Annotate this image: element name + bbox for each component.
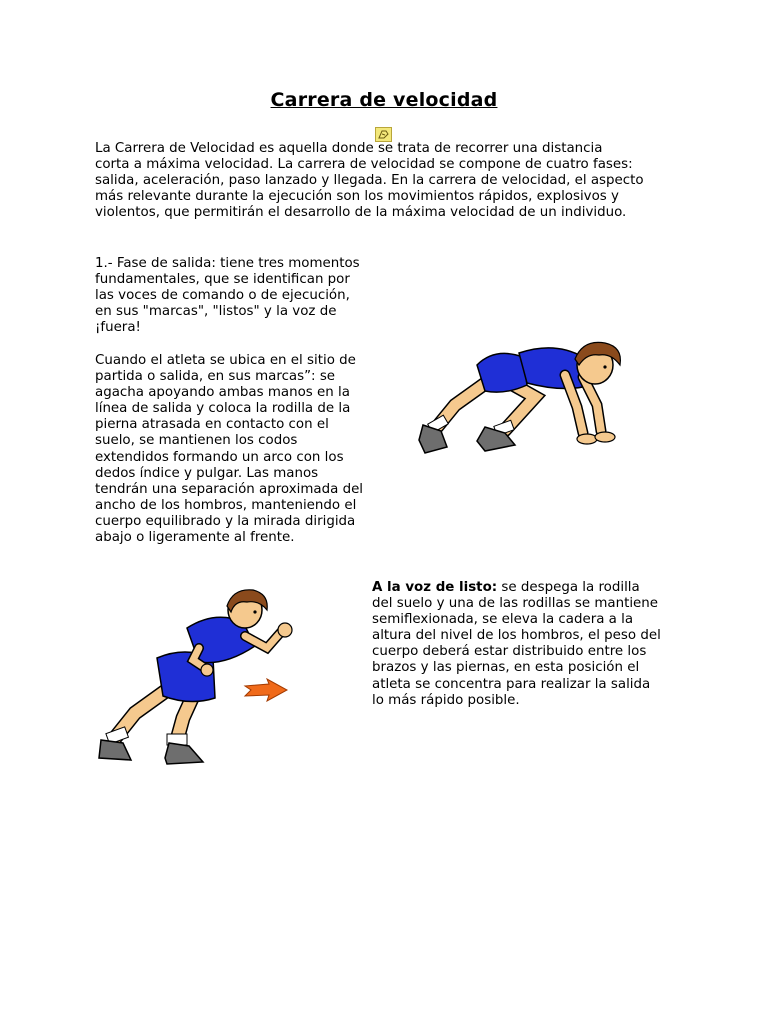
marks-paragraph: Cuando el atleta se ubica en el sitio de partida o salida, en sus marcas”: se agacha apoyando ambas manos en la línea de salida y coloca la rodilla de la pierna atrasada en contacto con el suelo, se mantienen los codos extendidos formando un arco con los dedos índice y pulgar. Las manos tendrán una separación aproximada del ancho de los hombros, manteniendo el cuerpo equilibrado y la mirada dirigida abajo o ligeramente al frente. (95, 353, 364, 546)
listo-paragraph (372, 580, 682, 709)
listo-body: se despega la rodilla del suelo y una de las rodillas se mantiene semiflexionada, se eleva la cadera a la altura del nivel de los hombros, el peso del cuerpo deberá estar distribuido entre los brazos y las piernas, en esta posición el atleta se concentra para realizar la salida lo más rápido posible. (372, 580, 661, 708)
listo-heading: A la voz de listo: (372, 580, 498, 595)
phase1-paragraph: 1.- Fase de salida: tiene tres momentos fundamentales, que se identifican por las voces de comando o de ejecución, en sus "marcas", "listos" y la voz de ¡fuera! (95, 256, 360, 336)
comment-note-icon[interactable] (375, 127, 392, 142)
athlete-on-marks-illustration (415, 335, 630, 465)
page-title: Carrera de velocidad (270, 89, 498, 111)
intro-paragraph: La Carrera de Velocidad es aquella donde se trata de recorrer una distancia corta a máxima velocidad. La carrera de velocidad se compone de cuatro fases: salida, aceleración, paso lanzado y llegada. En la carrera de velocidad, el aspecto más relevante durante la ejecución son los movimientos rápidos, explosivos y violentos, que permitirán el desarrollo de la máxima velocidad de un individuo. (95, 141, 644, 221)
motion-arrow-icon (243, 678, 289, 702)
